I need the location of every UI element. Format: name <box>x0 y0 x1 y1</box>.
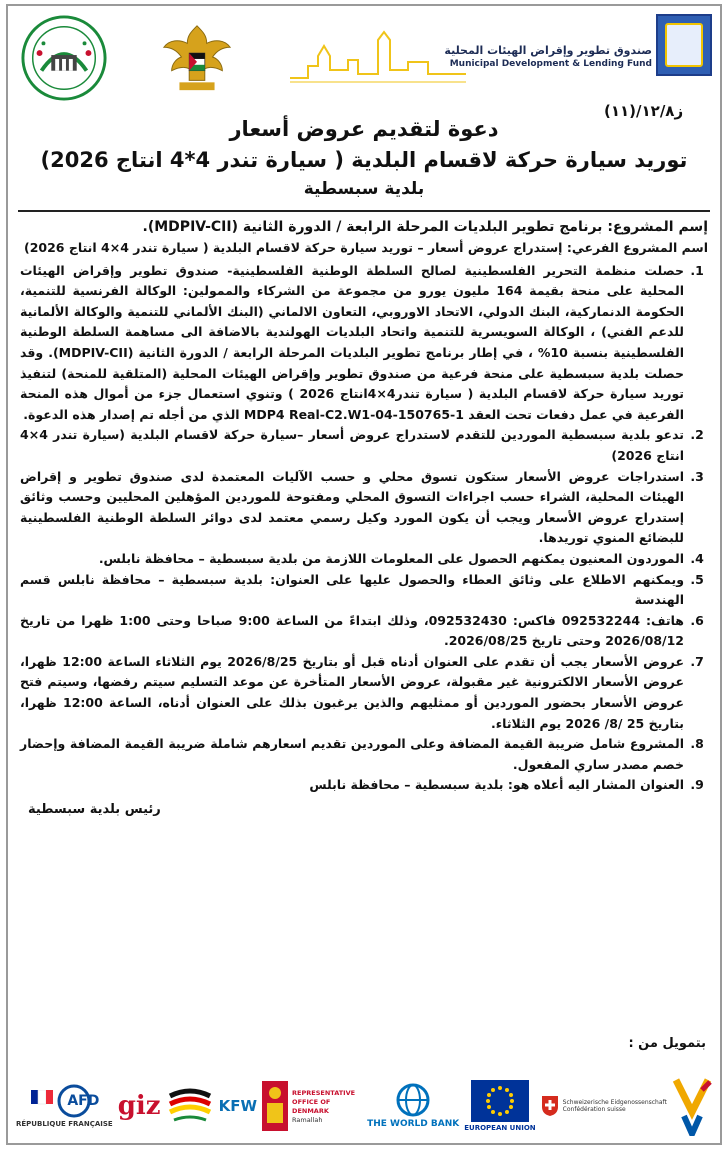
signature: رئيس بلدية سبسطية <box>28 802 161 818</box>
funder-germany <box>166 1086 214 1126</box>
funder-afd <box>16 1084 113 1128</box>
advertisement-page <box>6 4 722 1145</box>
funder-vng <box>672 1076 712 1136</box>
title-municipality: بلدية سبسطية <box>303 179 425 199</box>
swiss-label: Schweizerische Eidgenossenschaft <box>562 1099 667 1106</box>
afd-label: AFD <box>67 1093 100 1109</box>
subproject-name: اسم المشروع الفرعي: إستدراج عروض أسعار – توريد سيارة حركة لاقسام البلدية ( سيارة تندر 4×4 انتاج 2026) <box>24 240 708 255</box>
afd-caption: RÉPUBLIQUE FRANÇAISE <box>16 1120 113 1128</box>
fund-name-ar: صندوق تطوير وإقراض الهيئات المحلية <box>444 44 652 57</box>
denmark-caption: Ramallah <box>292 1115 323 1124</box>
funder-world-bank <box>367 1083 459 1129</box>
kfw-label: KFW <box>218 1097 258 1115</box>
french-republic-icon <box>31 1090 53 1112</box>
vng-logo-icon <box>672 1076 712 1136</box>
mdlf-logo-icon <box>656 14 712 76</box>
world-bank-globe-icon <box>396 1083 430 1117</box>
fund-name <box>444 44 652 69</box>
world-bank-label: THE WORLD BANK <box>367 1119 460 1129</box>
funder-kfw <box>219 1097 257 1115</box>
clause-item: 7. عروض الأسعار يجب أن تقدم على العنوان أدناه قبل أو بتاريخ 2026/8/25 يوم الثلاثاء الساعة 12:00 ظهرا، عروض الأسعار الالكترونية غير مقبولة، عروض الأسعار المتأخرة عن موعد التسليم سيتم رفضها، وسيتم فتح عروض الأسعار بحضور الموردين أو ممثليهم والذين يرغبون بذلك على العنوان أدناه، الساعة 12:00 ظهرا، بتاريخ 25 /8/ 2026 يوم الثلاثاء. <box>20 652 686 734</box>
reference-number: ز١٢/٨/(١١) <box>604 102 684 120</box>
giz-label: giz <box>117 1091 161 1121</box>
clause-item: 4. الموردون المعنيون يمكنهم الحصول على المعلومات اللازمة من بلدية سبسطية – محافظة نابلس. <box>20 549 686 570</box>
funder-giz <box>118 1091 161 1121</box>
clauses-list <box>20 261 708 796</box>
swiss-crest-icon <box>541 1095 559 1117</box>
clause-item: 6. هاتف: 092532244 فاكس: 092532430، وذلك ابتداءً من الساعة 9:00 صباحا وحتى 1:00 ظهرا من تاريخ 2026/08/12 وحتى تاريخ 2026/08/25. <box>20 611 686 652</box>
funder-denmark <box>262 1081 362 1131</box>
clause-item: 2. تدعو بلدية سبسطية الموردين للتقدم لاستدراج عروض أسعار –سيارة حركة لاقسام البلدية (سيارة تندر 4×4 انتاج 2026) <box>20 425 686 466</box>
clause-item: 3. استدراجات عروض الأسعار ستكون تسوق محلي و حسب الآليات المعتمدة لدى صندوق تطوير و إقراض الهيئات المحلية، الشراء حسب اجراءات التسوق المحلي ومفتوحة للموردين المؤهلين المحليين وحسب وثائق إستدراج عروض الأسعار ويجب أن يكون المورد وكيل رسمي معتمد لدى دوائر السلطة الوطنية الفلسطينية للبضائع المنوي توريدها. <box>20 467 686 549</box>
denmark-crest-icon <box>262 1081 288 1131</box>
skyline-icon <box>288 26 468 86</box>
clause-item: 1. حصلت منظمة التحرير الفلسطينية لصالح السلطة الوطنية الفلسطينية- صندوق تطوير وإقراض الهيئات المحلية على منحة بقيمة 164 مليون يورو من مجموعة من الشركاء والممولين: الوكالة الفرنسية للتنمية، الحكومة الدنماركية، البنك الدولي، الاتحاد الاوروبي، التعاون الالماني (البنك الألماني للتنمية والوكالة الألمانية للدعم الفني) ، الوكالة السويسرية للتنمية واتحاد البلديات الهولندية بالاضافة الى مساهمة السلطة الوطنية الفلسطينية بنسبة 10% ، في إطار برنامج تطوير البلديات المرحلة الرابعة / الدورة الثانية (MDPIV-CII). وقد حصلت بلدية سبسطية على منحة فرعية من صندوق تطوير وإقراض الهيئات المحلية (المتلقية للمنحة) لتنفيذ توريد سيارة حركة لاقسام البلدية ( سيارة تندر4×4انتاج 2026 ) وتنوي استعمال جزء من أموال هذه المنحة الفرعية في عمل دفعات تحت العقد MDP4 Real-C2.W1-04-150765-1 الذي من أجله تم إصدار هذه الدعوة. <box>20 261 686 426</box>
municipality-seal-icon <box>20 14 108 102</box>
funder-swiss <box>541 1095 667 1117</box>
denmark-label: REPRESENTATIVE OFFICE OF DENMARK <box>292 1088 356 1115</box>
funders-strip <box>16 1068 712 1144</box>
eu-flag-icon <box>471 1080 529 1122</box>
clause-item: 8. المشروع شامل ضريبة القيمة المضافة وعلى الموردين تقديم اسعارهم شاملة ضريبة القيمة المضافة وإحضار خصم مصدر ساري المفعول. <box>20 734 686 775</box>
funder-eu <box>464 1080 535 1132</box>
clause-item: 9. العنوان المشار اليه أعلاه هو: بلدية سبسطية – محافظة نابلس <box>20 775 686 796</box>
project-name: إسم المشروع: برنامج تطوير البلديات المرحلة الرابعة / الدورة الثانية (MDPIV-CII). <box>142 219 708 235</box>
fund-name-en: Municipal Development & Lending Fund <box>449 59 652 69</box>
swiss-caption: Confédération suisse <box>562 1106 626 1113</box>
palestine-eagle-emblem-icon <box>158 18 236 96</box>
divider <box>18 210 710 212</box>
title-invitation: دعوة لتقديم عروض أسعار <box>229 117 499 141</box>
funding-label: بتمويل من : <box>628 1036 706 1051</box>
body-text <box>8 216 720 821</box>
eu-label: EUROPEAN UNION <box>464 1124 536 1132</box>
titles <box>8 114 720 202</box>
header <box>8 6 720 120</box>
clause-item: 5. ويمكنهم الاطلاع على وثائق العطاء والحصول عليها على العنوان: بلدية سبسطية – محافظة نابلس قسم الهندسة <box>20 570 686 611</box>
germany-cooperation-icon <box>166 1086 214 1126</box>
title-subject: توريد سيارة حركة لاقسام البلدية ( سيارة تندر 4*4 انتاج 2026) <box>40 148 688 172</box>
